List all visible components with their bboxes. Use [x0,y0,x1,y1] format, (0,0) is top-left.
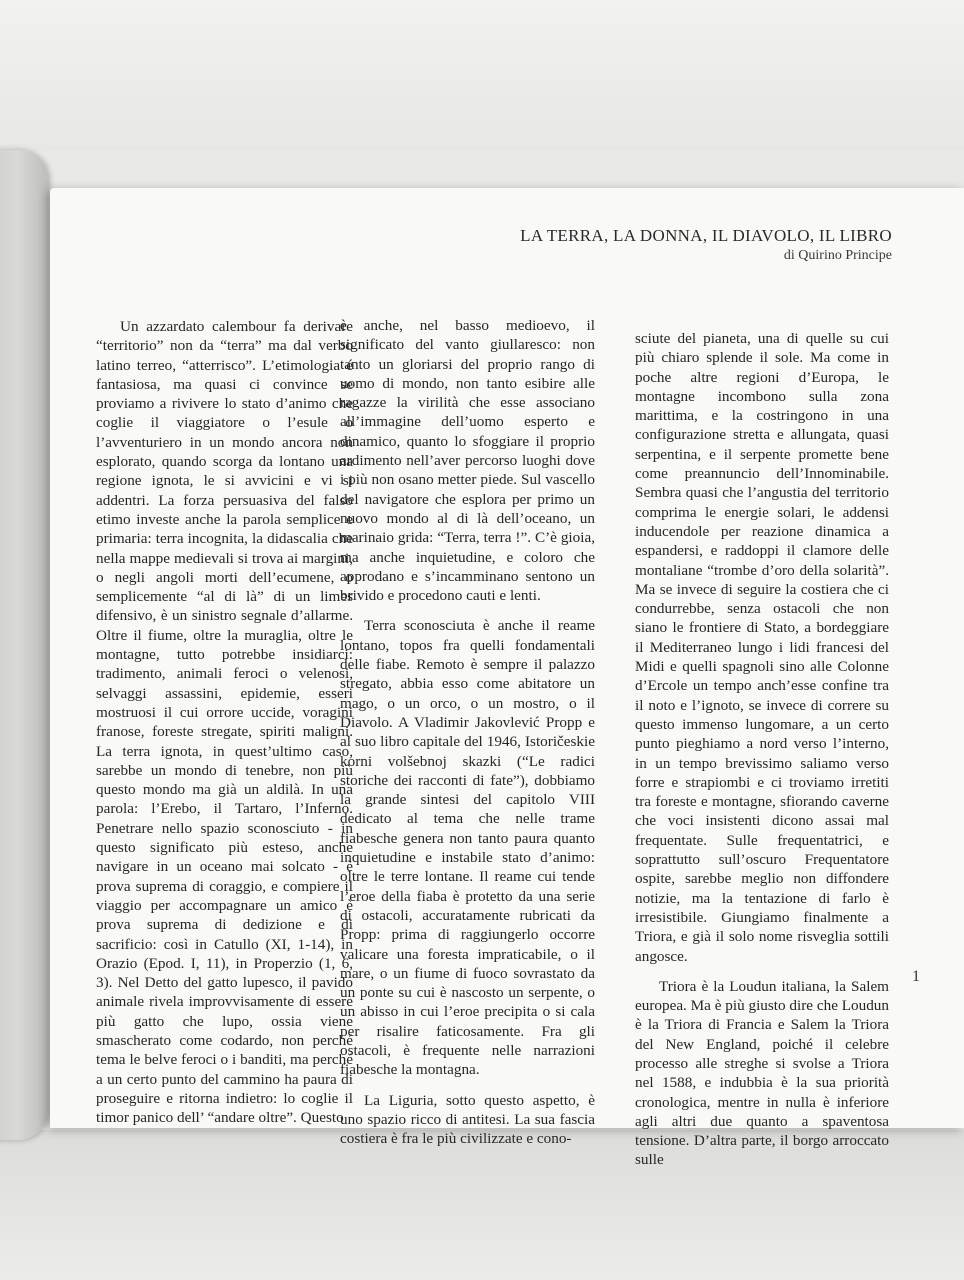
paragraph: La Liguria, sotto questo aspetto, è uno spazio ricco di antitesi. La sua fascia costiera è fra le più civilizzate e cono- [340,1091,595,1148]
paragraph: è anche, nel basso medioevo, il significato del vanto giullaresco: non tanto un gloriarsi del proprio rango di uomo di mondo, non tanto esibire alle ragazze la virilità che esse associano all’immagine dell’uomo esperto e dinamico, quanto lo sfoggiare il proprio ardimento nell’aver percorso luoghi dove i più non osano metter piede. Sul vascello del navigatore che esplora per primo un nuovo mondo al di là dell’oceano, un marinaio grida: “Terra, terra !”. C’è gioia, ma anche inquietudine, e coloro che approdano e s’incamminano sentono un brivido e procedono cauti e lenti. [340,317,595,605]
background-top [0,0,964,150]
text-column-2 [340,316,595,1148]
paragraph: Triora è la Loudun italiana, la Salem europea. Ma è più giusto dire che Loudun è la Triora di Francia e Salem la Triora del New England, poiché il celebre processo alle streghe si svolse a Triora nel 1588, e indubbia è la sua priorità cronologica, mentre in nulla è inferiore agli altri due quanto a spaventosa tensione. D’altra parte, il borgo arroccato sulle [635,977,889,1169]
text-column-3 [635,329,889,1170]
book-page [50,188,964,1169]
text-column-1 [96,317,353,1127]
paragraph: Terra sconosciuta è anche il reame lontano, topos fra quelli fondamentali delle fiabe. Remoto è sempre il palazzo stregato, abbia esso come abitatore un mago, o un orco, o un mostro, o il Diavolo. A Vladimir Jakovlević Propp e al suo libro capitale del 1946, Istoričeskie korni volšebnoj skazki (“Le radici storiche dei racconti di fate”), dobbiamo la grande sintesi del capitolo VIII dedicato al tema che nelle trame fiabesche genera non tanto paura quanto inquietudine e instabile stato d’animo: oltre le terre lontane. Il reame cui tende l’eroe della fiaba è protetto da una serie di ostacoli, accuratamente rubricati da Propp: prima di raggiungerlo occorre valicare una foresta impraticabile, o il mare, o un fiume di fuoco sovrastato da un ponte su cui è nascosto un serpente, o un abisso in cui l’eroe precipita o si cala per risalire faticosamente. Fra gli ostacoli, è frequente nelle narrazioni fiabesche la montagna. [340,617,595,1079]
paragraph: sciute del pianeta, una di quelle su cui più chiaro splende il sole. Ma come in poche altre regioni d’Europa, le montagne incombono sulla zona marittima, e la costringono in una configurazione stretta e allungata, quasi serpentina, e il serpente promette bene come preannuncio dell’Innominabile. Sembra quasi che l’angustia del territorio comprima le energie solari, le addensi inducendole per reazione dinamica a espandersi, e raddoppi il clamore delle montaliane “trombe d’oro della solarità”. Ma se invece di seguire la costiera che ci condurrebbe, senza ostacoli che non siano le frontiere di Stato, a bordeggiare il Mediterraneo lungo i lidi francesi del Midi e quelli spagnoli sino alle Colonne d’Ercole un tempo anch’esse confine tra il noto e l’ignoto, se invece di correre su questo immenso lungomare, a un certo punto pieghiamo a nord verso l’interno, in un tempo brevissimo saliamo verso forre e strapiombi e ci troviamo irretiti tra foreste e montagne, sfiorando caverne che voci insistenti dicono assai mal frequentate. Sulle frequentatrici, e soprattutto sull’oscuro Frequentatore ospite, sarebbe meglio non diffondere notizie, ma la tentazione di farlo è irresistibile. Giungiamo finalmente a Triora, e già il solo nome risveglia sottili angosce. [635,330,889,965]
page-title: LA TERRA, LA DONNA, IL DIAVOLO, IL LIBRO [520,226,892,245]
page-author: di Quirino Principe [783,248,892,263]
book-spine-left [0,150,48,1140]
paragraph: Un azzardato calembour fa derivare “territorio” non da “terra” ma dal verbo latino terreo, “atterrisco”. L’etimologia é fantasiosa, ma quasi ci convince se proviamo a rivivere lo stato d’animo che coglie il viaggiatore o l’esule o l’avventuriero in un mondo ancora non esplorato, quando scorga da lontano una regione ignota, le si avvicini e vi si addentri. La forza persuasiva del falso etimo investe anche la parola semplice e primaria: terra incognita, la didascalia che nella mappe medievali si trova ai margini, o negli angoli morti dell’ecumene, o semplicemente “al di là” di un limes difensivo, è un sinistro segnale d’allarme. Oltre il fiume, oltre la muraglia, oltre le montagne, tutto potrebbe insidiarci: tradimento, animali feroci o velenosi, selvaggi assassini, epidemie, esseri mostruosi il cui orrore uccide, voragini franose, foreste stregate, spiriti maligni. La terra ignota, in quest’ultimo caso, sarebbe un mondo di tenebre, non più questo mondo ma già un aldilà. In una parola: l’Erebo, il Tartaro, l’Inferno. Penetrare nello spazio sconosciuto - in questo significato più esteso, anche navigare in un oceano mai solcato - è prova suprema di coraggio, e compiere il viaggio per accompagnare un amico è prova suprema di dedizione e di sacrificio: così in Catullo (XI, 1-14), in Orazio (Epod. I, 11), in Properzio (1, 6, 3). Nel Detto del gatto lupesco, il pavido animale rivela improvvisamente di essere più gatto che lupo, ossia viene smascherato come codardo, non perché tema le belve feroci o i banditi, ma perché a un certo punto del cammino ha paura di proseguire e ritorna indietro: lo coglie il timor panico dell’ “andare oltre”. Questo [96,318,353,1127]
page-number: 1 [912,968,920,985]
